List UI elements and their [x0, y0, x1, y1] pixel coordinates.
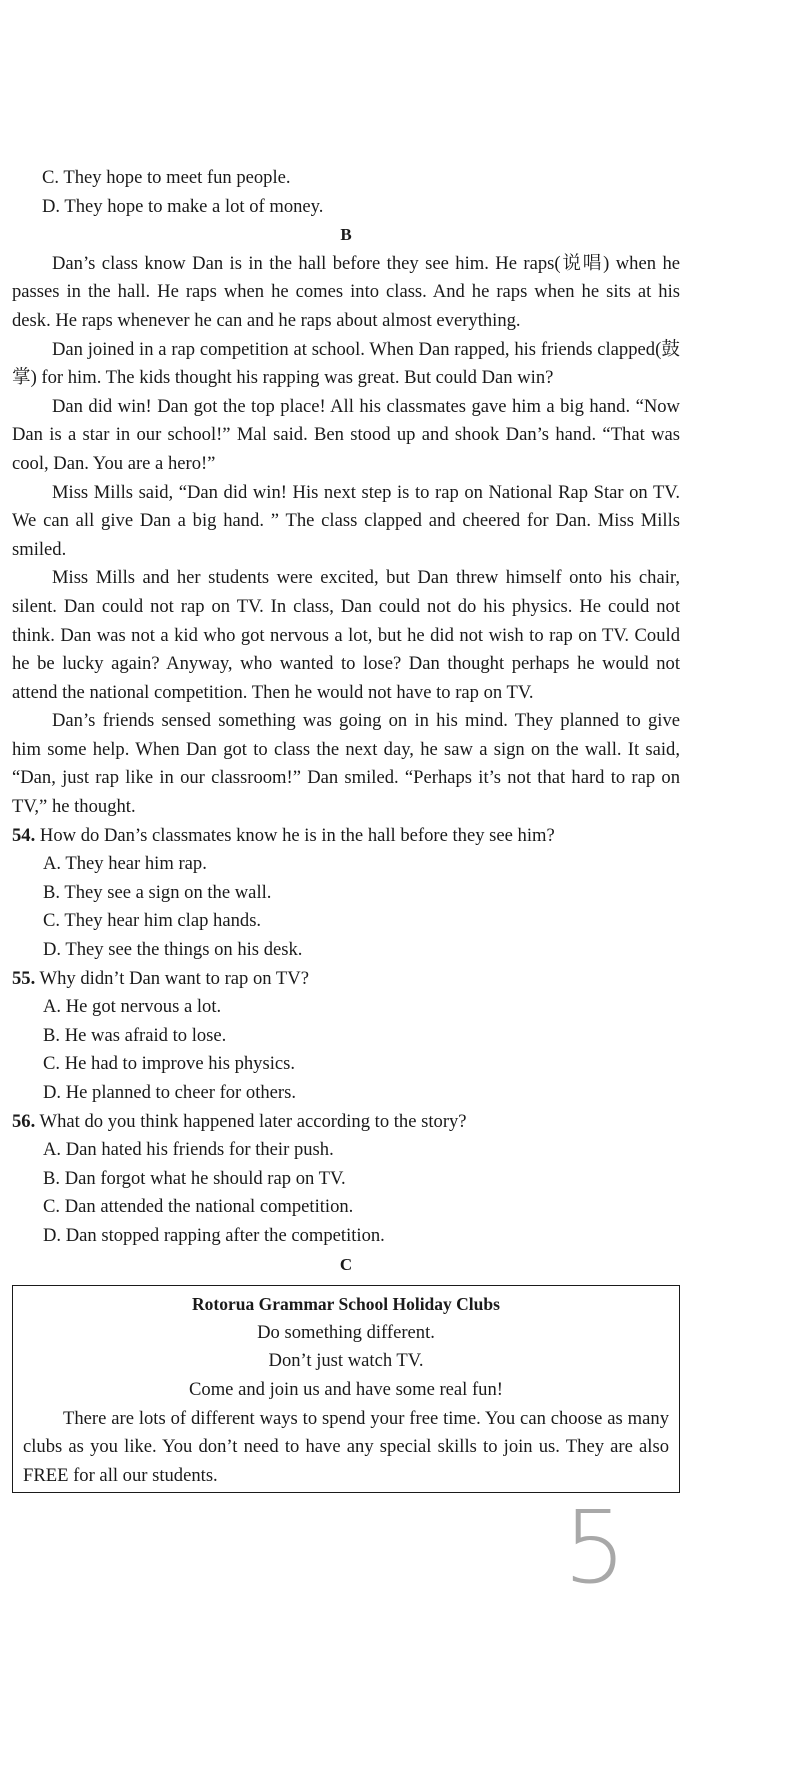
question-55: [12, 965, 680, 1108]
advert-intro: There are lots of different ways to spend your free time. You can choose as many clubs as you like. You don’t need to have any special skills to join us. They are also FREE for all our students.: [23, 1407, 669, 1486]
prev-option-c: C. They hope to meet fun people.: [42, 167, 291, 188]
passage-paragraph: Dan’s class know Dan is in the hall before they see him. He raps(说唱) when he passes in the hall. He raps when he comes into class. And he raps when he sits at his desk. He raps whenever he can and he raps about almost everything.: [12, 252, 680, 331]
document-page: [12, 164, 680, 1493]
question-stem: [12, 1108, 680, 1137]
answer-option: B. Dan forgot what he should rap on TV.: [43, 1167, 346, 1189]
section-b-heading: B: [340, 225, 352, 245]
prev-option-d: D. They hope to make a lot of money.: [42, 195, 324, 217]
page-number: 5: [563, 1489, 627, 1606]
question-number: 55.: [12, 967, 36, 989]
club-advert-box: [12, 1285, 680, 1493]
passage-paragraph: Miss Mills said, “Dan did win! His next step is to rap on National Rap Star on TV. We can all give Dan a big hand. ” The class clapped and cheered for Dan. Miss Mills smiled.: [12, 481, 680, 560]
passage-paragraph: Dan’s friends sensed something was going on in his mind. They planned to give him some help. When Dan got to class the next day, he saw a sign on the wall. It said, “Dan, just rap like in our classroom!” Dan smiled. “Perhaps it’s not that hard to rap on TV,” he thought.: [12, 710, 680, 818]
answer-option: B. They see a sign on the wall.: [43, 881, 272, 903]
section-c-heading: C: [339, 1254, 353, 1274]
answer-option: C. Dan attended the national competition.: [43, 1196, 354, 1218]
answer-option: D. He planned to cheer for others.: [43, 1082, 296, 1103]
passage-paragraph: Dan did win! Dan got the top place! All his classmates gave him a big hand. “Now Dan is a star in our school!” Mal said. Ben stood up and shook Dan’s hand. “That was cool, Dan. You are a hero!”: [12, 395, 680, 474]
answer-option: A. Dan hated his friends for their push.: [43, 1139, 334, 1161]
question-text: What do you think happened later according to the story?: [35, 1110, 467, 1132]
section-b-passage: [12, 250, 680, 822]
question-stem: [12, 965, 680, 994]
question-stem: [12, 822, 680, 851]
question-text: Why didn’t Dan want to rap on TV?: [35, 967, 309, 989]
advert-title: Rotorua Grammar School Holiday Clubs: [192, 1294, 500, 1315]
passage-paragraph: Dan joined in a rap competition at school. When Dan rapped, his friends clapped(鼓掌) for him. The kids thought his rapping was great. But could Dan win?: [12, 338, 680, 389]
answer-option: C. They hear him clap hands.: [43, 910, 262, 932]
question-56: [12, 1108, 680, 1251]
advert-tagline: Come and join us and have some real fun!: [189, 1378, 503, 1400]
question-number: 56.: [12, 1110, 36, 1132]
answer-option: A. He got nervous a lot.: [43, 996, 222, 1018]
answer-option: A. They hear him rap.: [43, 853, 207, 875]
question-54: [12, 822, 680, 965]
answer-option: D. Dan stopped rapping after the competition.: [43, 1224, 385, 1246]
advert-tagline: Don’t just watch TV.: [268, 1350, 424, 1372]
question-text: How do Dan’s classmates know he is in the hall before they see him?: [35, 824, 555, 846]
answer-option: B. He was afraid to lose.: [43, 1024, 227, 1046]
answer-option: C. He had to improve his physics.: [43, 1053, 296, 1075]
advert-tagline: Do something different.: [257, 1321, 435, 1343]
answer-option: D. They see the things on his desk.: [43, 939, 303, 961]
question-number: 54.: [12, 824, 36, 846]
passage-paragraph: Miss Mills and her students were excited, but Dan threw himself onto his chair, silent. Dan could not rap on TV. In class, Dan could not do his physics. He could not think. Dan was not a kid who got nervous a lot, but he did not wish to rap on TV. Could he be lucky again? Anyway, who wanted to lose? Dan thought perhaps he would not attend the national competition. Then he would not have to rap on TV.: [12, 567, 680, 703]
